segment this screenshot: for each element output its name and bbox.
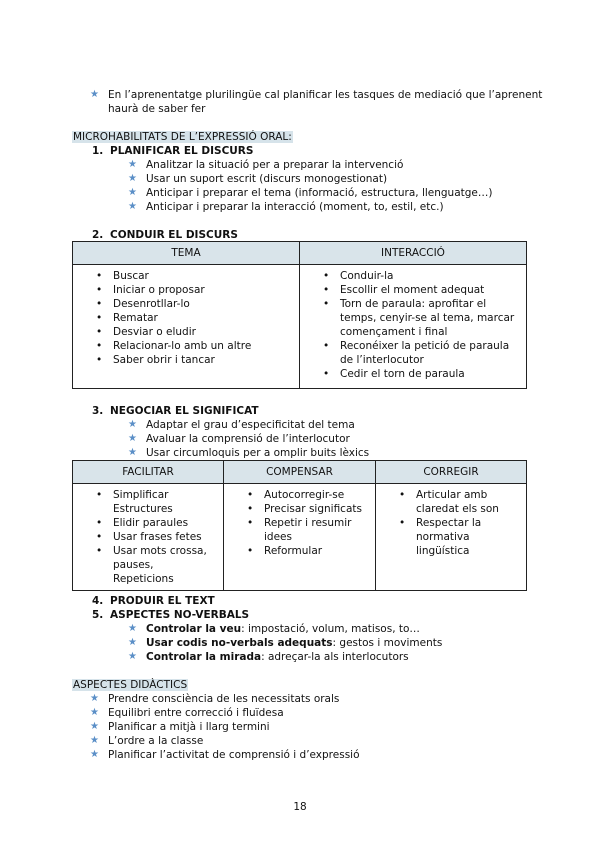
list-item: • Reformular xyxy=(224,544,369,558)
star-bullet-icon: ★ xyxy=(90,693,99,704)
star-bullet-icon: ★ xyxy=(90,707,99,718)
list-item: • Repetir i resumir idees xyxy=(224,516,369,544)
list-item: • Desenrotllar-lo xyxy=(73,297,293,311)
page-number: 18 xyxy=(293,801,307,813)
list-item: • Torn de paraula: aprofitar el temps, cenyir-se al tema, marcar començament i final xyxy=(300,297,520,339)
intro-line-2: haurà de saber fer xyxy=(108,103,206,115)
table-header-facilitar: FACILITAR xyxy=(73,461,224,484)
star-bullet-icon: ★ xyxy=(90,749,99,760)
list-item: • Saber obrir i tancar xyxy=(73,353,293,367)
list-item: • Autocorregir-se xyxy=(224,488,369,502)
list-item: • Usar frases fetes xyxy=(73,530,217,544)
tema-cell xyxy=(73,265,300,389)
list-item: • Relacionar-lo amb un altre xyxy=(73,339,293,353)
list-item: • Escollir el moment adequat xyxy=(300,283,520,297)
table-header-compensar: COMPENSAR xyxy=(224,461,376,484)
star-bullet-icon: ★ xyxy=(128,433,137,444)
list-item: • Cedir el torn de paraula xyxy=(300,367,520,381)
star-bullet-icon: ★ xyxy=(128,159,137,170)
list-item: • Respectar la normativa lingüística xyxy=(376,516,520,558)
facilitar-cell xyxy=(73,484,224,591)
star-bullet-icon: ★ xyxy=(128,187,137,198)
star-bullet-icon: ★ xyxy=(128,201,137,212)
star-bullet-icon: ★ xyxy=(90,735,99,746)
compensar-cell xyxy=(224,484,376,591)
intro-line-1: En l’aprenentatge plurilingüe cal planificar les tasques de mediació que l’aprenent xyxy=(108,89,543,101)
list-item: • Reconéixer la petició de paraula de l’interlocutor xyxy=(300,339,520,367)
star-bullet-icon: ★ xyxy=(128,651,137,662)
list-item: • Conduir-la xyxy=(300,269,520,283)
list-item: • Usar mots crossa, pauses, Repeticions xyxy=(73,544,217,586)
star-bullet-icon: ★ xyxy=(90,89,99,100)
microhabilitats-heading: MICROHABILITATS DE L’EXPRESSIÓ ORAL: xyxy=(73,131,292,143)
list-item: • Iniciar o proposar xyxy=(73,283,293,297)
star-bullet-icon: ★ xyxy=(128,637,137,648)
list-item: • Articular amb claredat els son xyxy=(376,488,520,516)
list-item: • Elidir paraules xyxy=(73,516,217,530)
corregir-cell xyxy=(376,484,527,591)
list-item: • Desviar o eludir xyxy=(73,325,293,339)
star-bullet-icon: ★ xyxy=(90,721,99,732)
table-header-corregir: CORREGIR xyxy=(376,461,527,484)
negociar-table xyxy=(72,460,527,591)
star-bullet-icon: ★ xyxy=(128,623,137,634)
star-bullet-icon: ★ xyxy=(128,173,137,184)
star-bullet-icon: ★ xyxy=(128,419,137,430)
list-item: • Simplificar Estructures xyxy=(73,488,217,516)
star-bullet-icon: ★ xyxy=(128,447,137,458)
list-item: • Buscar xyxy=(73,269,293,283)
list-item: • Precisar significats xyxy=(224,502,369,516)
interaccio-cell xyxy=(300,265,527,389)
table-header-tema: TEMA xyxy=(73,242,300,265)
conduir-table xyxy=(72,241,527,389)
table-header-interaccio: INTERACCIÓ xyxy=(300,242,527,265)
didactic-heading: ASPECTES DIDÀCTICS xyxy=(73,679,188,691)
list-item: • Rematar xyxy=(73,311,293,325)
